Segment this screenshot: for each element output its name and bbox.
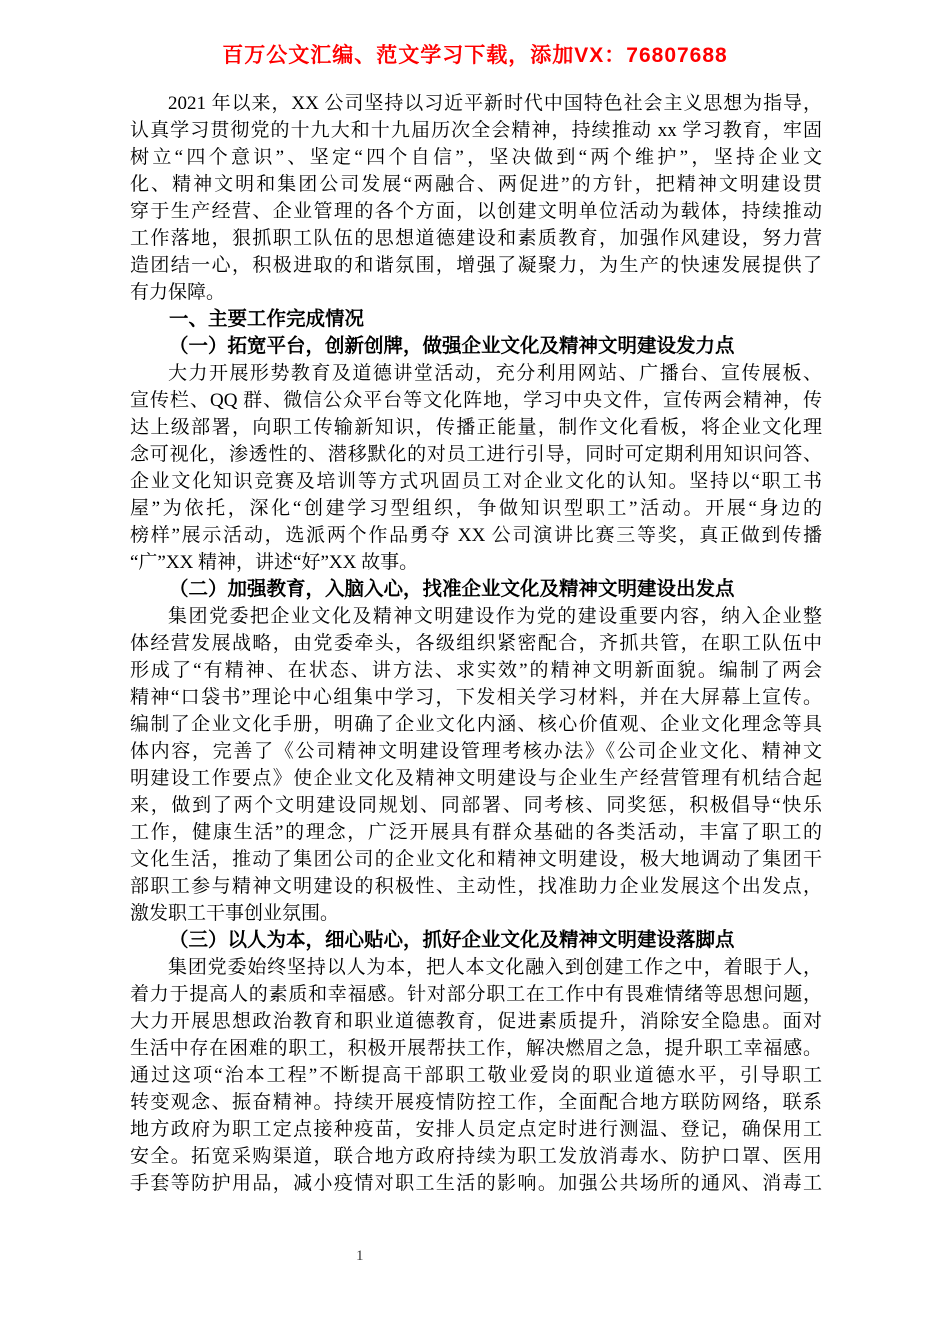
text-line: 集团党委始终坚持以人为本，把人本文化融入到创建工作之中，着眼于人， xyxy=(168,957,822,978)
text-line: 企业文化知识竞赛及培训等方式巩固员工对企业文化的认知。坚持以“职工书 xyxy=(130,471,822,492)
text-line: 2021 年以来，XX 公司坚持以习近平新时代中国特色社会主义思想为指导， xyxy=(168,93,822,114)
text-line: 文化生活，推动了集团公司的企业文化和精神文明建设，极大地调动了集团干 xyxy=(130,849,822,870)
text-line: 编制了企业文化手册，明确了企业文化内涵、核心价值观、企业文化理念等具 xyxy=(130,714,822,735)
text-line: 达上级部署，向职工传输新知识，传播正能量，制作文化看板，将企业文化理 xyxy=(130,417,822,438)
text-line: 认真学习贯彻党的十九大和十九届历次全会精神，持续推动 xx 学习教育，牢固 xyxy=(130,120,822,141)
text-line: 工作落地，狠抓职工队伍的思想道德建设和素质教育，加强作风建设，努力营 xyxy=(130,228,822,249)
text-line: 大力开展思想政治教育和职业道德教育，促进素质提升，消除安全隐患。面对 xyxy=(130,1011,822,1032)
text-line: 地方政府为职工定点接种疫苗，安排人员定点定时进行测温、登记，确保用工 xyxy=(130,1119,822,1140)
text-line: 激发职工干事创业氛围。 xyxy=(130,903,340,924)
text-line: 造团结一心，积极进取的和谐氛围，增强了凝聚力，为生产的快速发展提供了 xyxy=(130,255,822,276)
text-line: 通过这项“治本工程”不断提高干部职工敬业爱岗的职业道德水平，引导职工 xyxy=(130,1065,822,1086)
text-line: 部职工参与精神文明建设的积极性、主动性，找准助力企业发展这个出发点， xyxy=(130,876,822,897)
section-heading: （二）加强教育，入脑入心，找准企业文化及精神文明建设出发点 xyxy=(169,578,735,600)
text-line: 形成了“有精神、在状态、讲方法、求实效”的精神文明新面貌。编制了两会 xyxy=(130,660,822,681)
text-line: 生活中存在困难的职工，积极开展帮扶工作，解决燃眉之急，提升职工幸福感。 xyxy=(130,1038,822,1059)
text-line: 精神“口袋书”理论中心组集中学习，下发相关学习材料，并在大屏幕上宣传。 xyxy=(130,687,822,708)
text-line: 安全。拓宽采购渠道，联合地方政府持续为职工发放消毒水、防护口罩、医用 xyxy=(130,1146,822,1167)
text-line: 集团党委把企业文化及精神文明建设作为党的建设重要内容，纳入企业整 xyxy=(168,606,822,627)
text-line: 树立“四个意识”、坚定“四个自信”，坚决做到“两个维护”，坚持企业文 xyxy=(130,147,822,168)
text-line: 体内容，完善了《公司精神文明建设管理考核办法》《公司企业文化、精神文 xyxy=(130,741,822,762)
text-line: 榜样”展示活动，选派两个作品勇夺 XX 公司演讲比赛三等奖，真正做到传播 xyxy=(130,525,822,546)
page-number: 1 xyxy=(356,1248,364,1264)
text-line: “广”XX 精神，讲述“好”XX 故事。 xyxy=(130,552,419,573)
section-heading: （一）拓宽平台，创新创牌，做强企业文化及精神文明建设发力点 xyxy=(169,335,735,357)
text-line: 大力开展形势教育及道德讲堂活动，充分利用网站、广播台、宣传展板、 xyxy=(168,363,822,384)
section-heading: （三）以人为本，细心贴心，抓好企业文化及精神文明建设落脚点 xyxy=(169,929,735,951)
text-line: 工作，健康生活”的理念，广泛开展具有群众基础的各类活动，丰富了职工的 xyxy=(130,822,822,843)
text-line: 着力于提高人的素质和幸福感。针对部分职工在工作中有畏难情绪等思想问题， xyxy=(130,984,822,1005)
text-line: 转变观念、振奋精神。持续开展疫情防控工作，全面配合地方联防网络，联系 xyxy=(130,1092,822,1113)
promo-header-text: 百万公文汇编、范文学习下载，添加VX：76807688 xyxy=(222,44,728,67)
text-line: 屋”为依托，深化“创建学习型组织，争做知识型职工”活动。开展“身边的 xyxy=(130,498,822,519)
text-line: 化、精神文明和集团公司发展“两融合、两促进”的方针，把精神文明建设贯 xyxy=(130,174,822,195)
text-line: 来，做到了两个文明建设同规划、同部署、同考核、同奖惩，积极倡导“快乐 xyxy=(130,795,822,816)
text-line: 明建设工作要点》使企业文化及精神文明建设与企业生产经营管理有机结合起 xyxy=(130,768,822,789)
text-line: 穿于生产经营、企业管理的各个方面，以创建文明单位活动为载体，持续推动 xyxy=(130,201,822,222)
text-line: 宣传栏、QQ 群、微信公众平台等文化阵地，学习中央文件，宣传两会精神，传 xyxy=(130,390,822,411)
text-line: 有力保障。 xyxy=(130,282,226,303)
text-line: 体经营发展战略，由党委牵头，各级组织紧密配合，齐抓共管，在职工队伍中 xyxy=(130,633,822,654)
text-line: 念可视化，渗透性的、潜移默化的对员工进行引导，同时可定期利用知识问答、 xyxy=(130,444,822,465)
document-content xyxy=(130,90,822,1197)
section-heading: 一、主要工作完成情况 xyxy=(169,308,365,330)
text-line: 手套等防护用品，减小疫情对职工生活的影响。加强公共场所的通风、消毒工 xyxy=(130,1173,822,1194)
